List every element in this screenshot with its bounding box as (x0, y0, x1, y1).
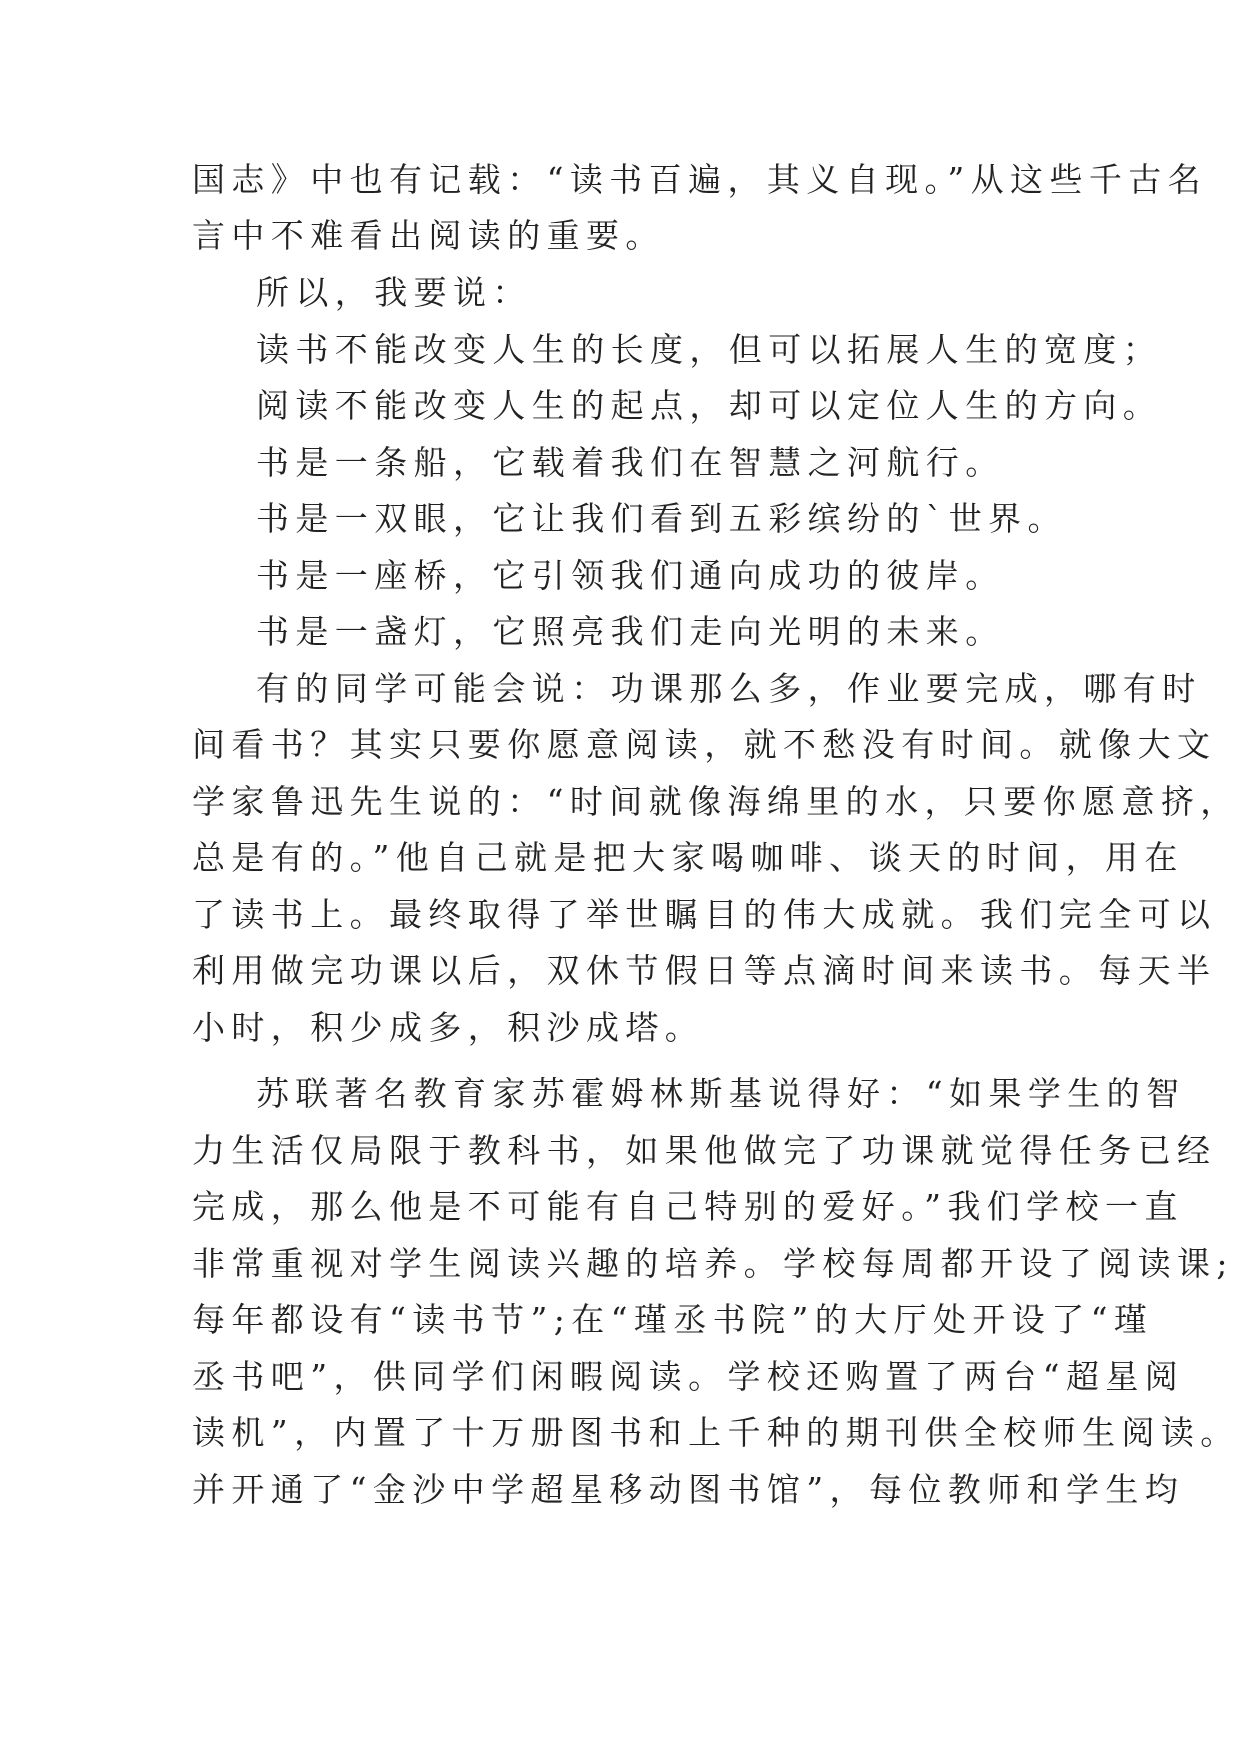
text-line: 读书不能改变人生的长度，但可以拓展人生的宽度； (256, 330, 1163, 369)
text-line: 书是一盏灯，它照亮我们走向光明的未来。 (256, 612, 1005, 651)
text-line: 国志》中也有记载：“读书百遍，其义自现。”从这些千古名 (192, 160, 1208, 199)
text-line: 书是一座桥，它引领我们通向成功的彼岸。 (256, 556, 1005, 595)
text-line: 阅读不能改变人生的起点，却可以定位人生的方向。 (256, 386, 1163, 425)
text-line: 完成，那么他是不可能有自己特别的爱好。”我们学校一直 (192, 1187, 1184, 1226)
text-line: 间看书？其实只要你愿意阅读，就不愁没有时间。就像大文 (192, 725, 1217, 764)
text-line: 所以，我要说： (256, 273, 532, 312)
text-line: 了读书上。最终取得了举世瞩目的伟大成就。我们完全可以 (192, 895, 1217, 934)
text-line: 学家鲁迅先生说的：“时间就像海绵里的水，只要你愿意挤， (192, 782, 1240, 821)
text-line: 总是有的。”他自己就是把大家喝咖啡、谈天的时间，用在 (192, 838, 1184, 877)
text-line: 书是一双眼，它让我们看到五彩缤纷的`世界。 (256, 499, 1067, 538)
text-line: 丞书吧”，供同学们闲暇阅读。学校还购置了两台“超星阅 (192, 1357, 1185, 1396)
text-line: 言中不难看出阅读的重要。 (192, 216, 665, 255)
text-line: 苏联著名教育家苏霍姆林斯基说得好：“如果学生的智 (256, 1074, 1186, 1113)
text-line: 小时，积少成多，积沙成塔。 (192, 1008, 705, 1047)
text-line: 利用做完功课以后，双休节假日等点滴时间来读书。每天半 (192, 951, 1217, 990)
text-line: 力生活仅局限于教科书，如果他做完了功课就觉得任务已经 (192, 1131, 1217, 1170)
text-line: 读机”，内置了十万册图书和上千种的期刊供全校师生阅读。 (192, 1413, 1240, 1452)
text-line: 非常重视对学生阅读兴趣的培养。学校每周都开设了阅读课; (192, 1244, 1234, 1283)
text-line: 并开通了“金沙中学超星移动图书馆”，每位教师和学生均 (192, 1470, 1185, 1509)
text-line: 有的同学可能会说：功课那么多，作业要完成，哪有时 (256, 669, 1202, 708)
text-line: 每年都设有“读书节”;在“瑾丞书院”的大厅处开设了“瑾 (192, 1300, 1154, 1339)
text-line: 书是一条船，它载着我们在智慧之河航行。 (256, 443, 1005, 482)
